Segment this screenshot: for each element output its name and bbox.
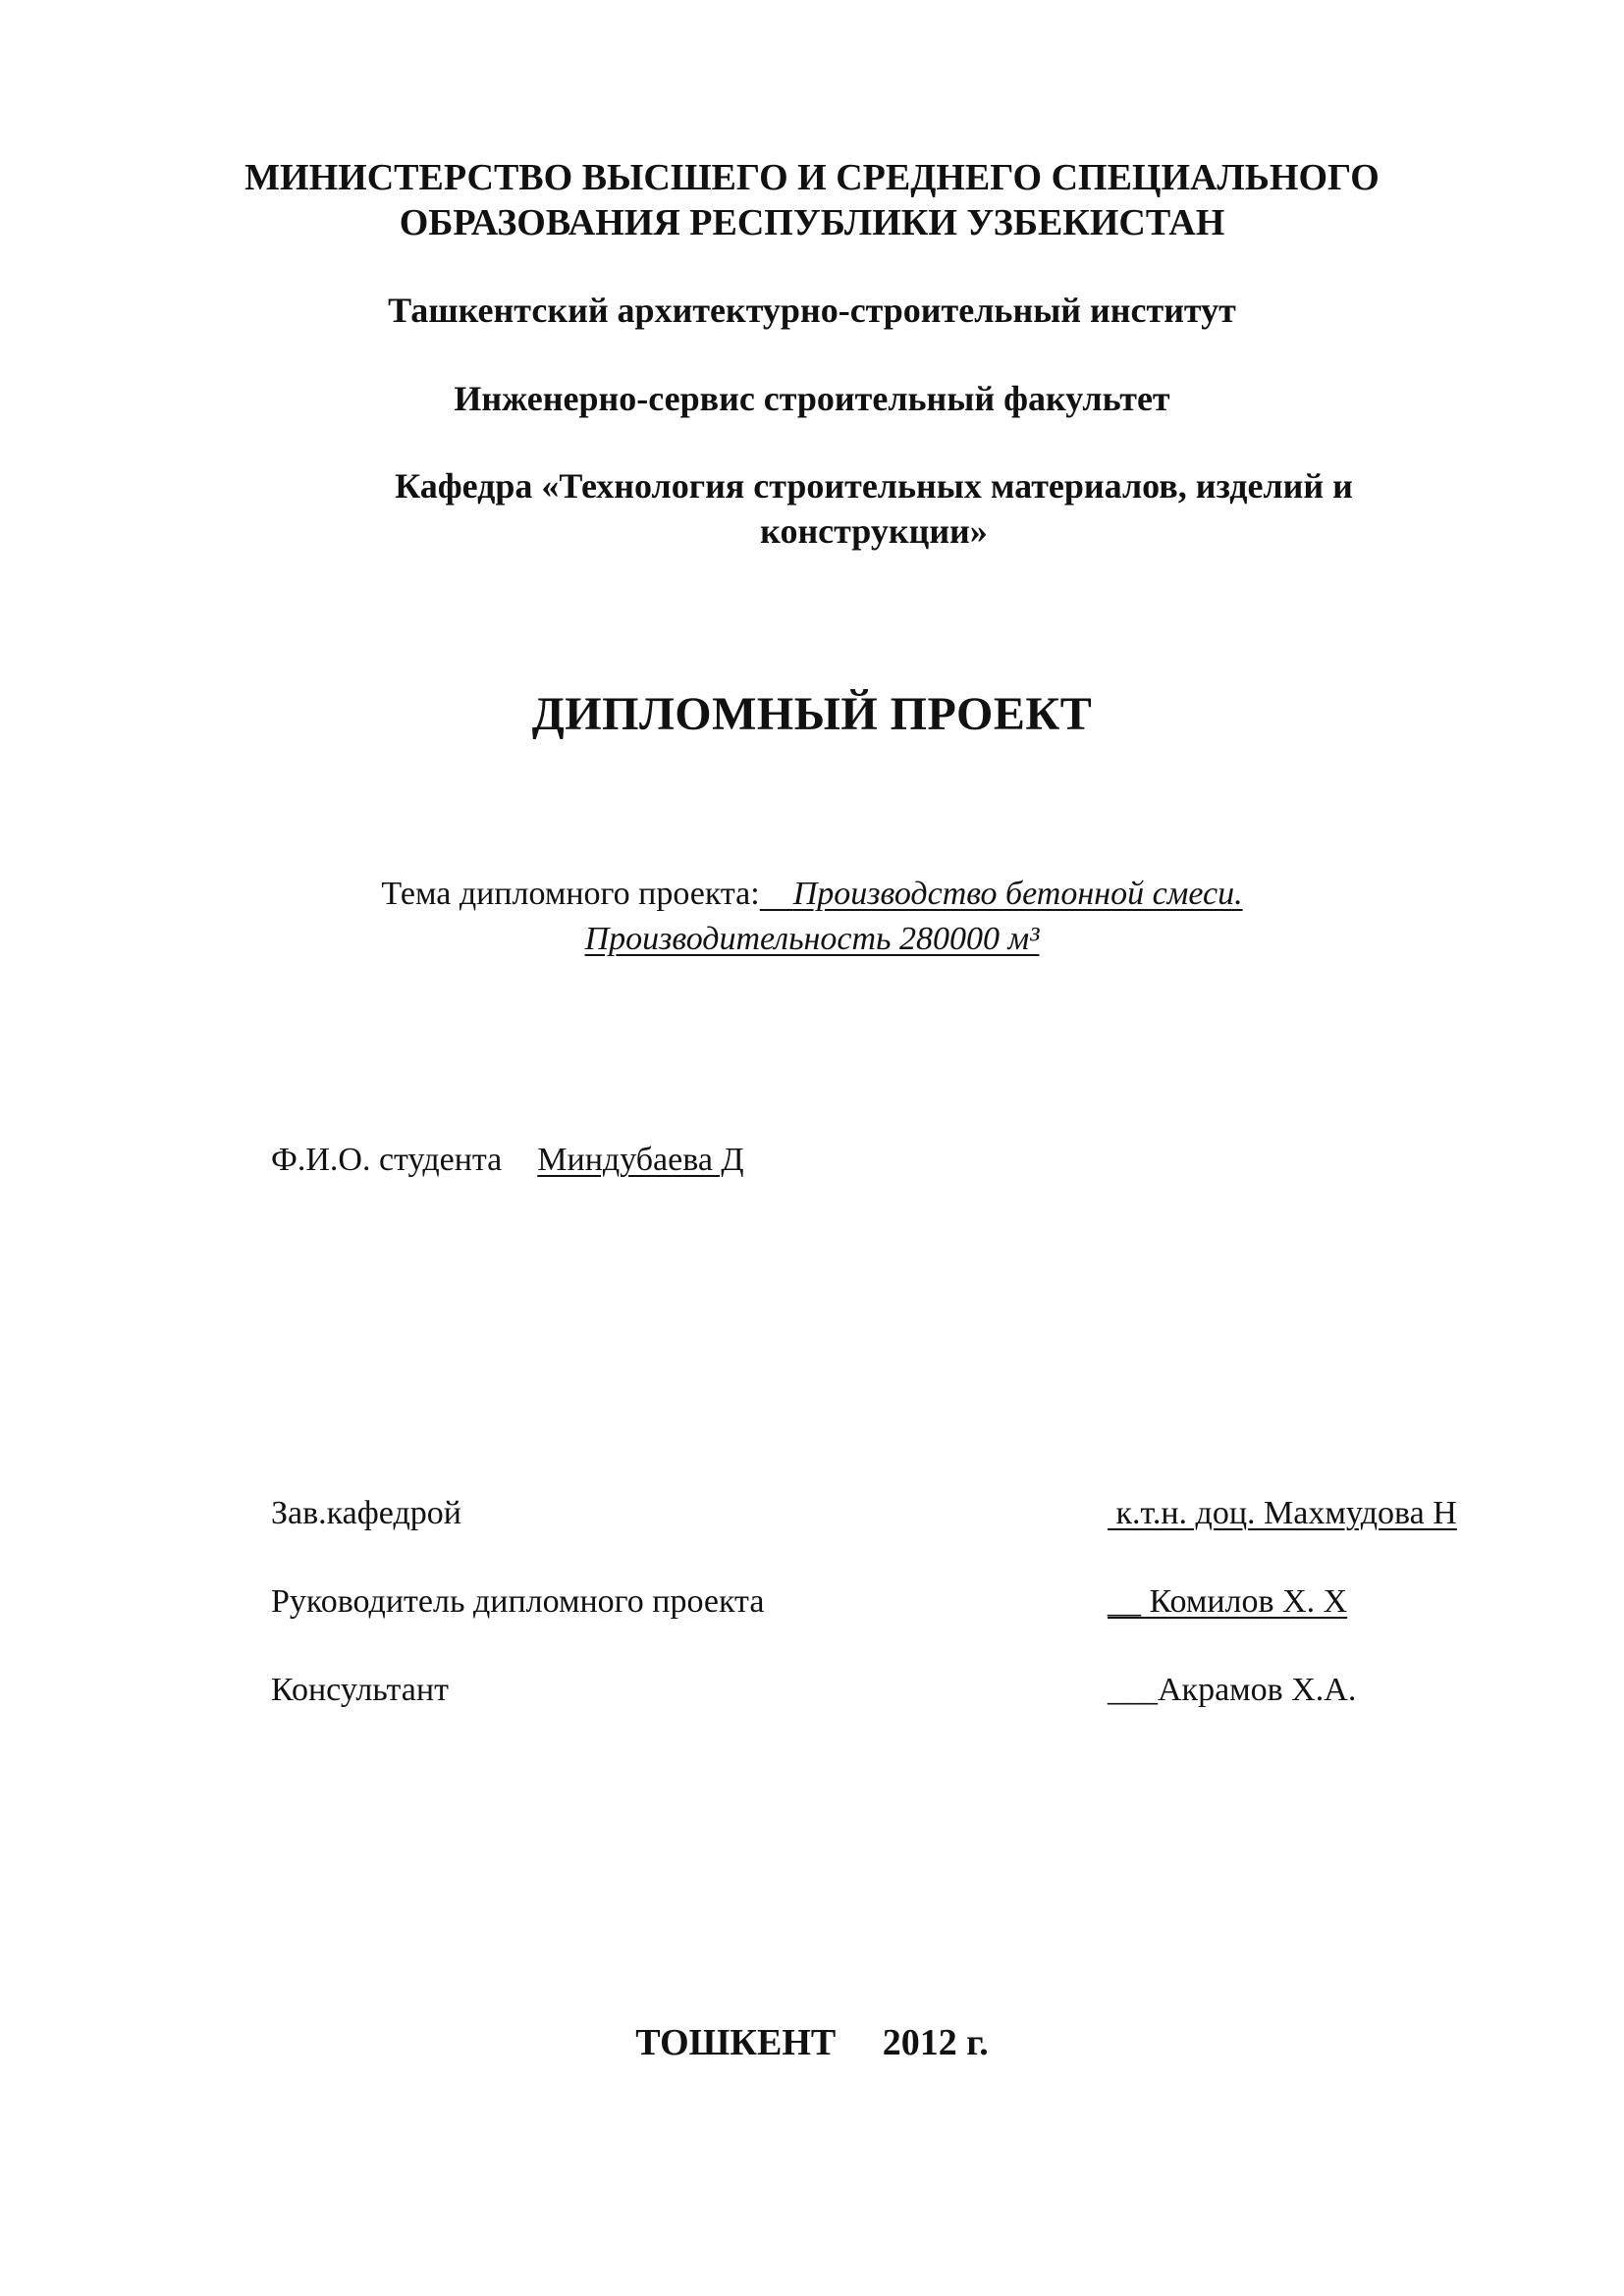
consultant-signature xyxy=(1108,1669,1356,1712)
ministry-line-2: ОБРАЗОВАНИЯ РЕСПУБЛИКИ УЗБЕКИСТАН xyxy=(399,202,1225,243)
supervisor-signature xyxy=(1108,1580,1347,1624)
supervisor-name: Комилов Х. Х xyxy=(1149,1583,1348,1620)
head-role: Зав.кафедрой xyxy=(271,1495,461,1531)
topic-line-1 xyxy=(0,872,1624,917)
ministry-heading xyxy=(0,155,1624,245)
department-line-2: конструкции» xyxy=(760,511,988,551)
ministry-line-1: МИНИСТЕРСТВО ВЫСШЕГО И СРЕДНЕГО СПЕЦИАЛЬНОГО xyxy=(244,157,1380,198)
footer-gap xyxy=(836,2022,883,2063)
supervisor-sign-line: __ xyxy=(1108,1583,1150,1620)
head-name: к.т.н. доц. Махмудова Н xyxy=(1115,1495,1457,1531)
department-line-1: Кафедра «Технология строительных материалов, изделий и xyxy=(395,466,1353,506)
head-sign-line xyxy=(1108,1495,1116,1531)
consultant-sign-line: ___ xyxy=(1108,1672,1158,1708)
faculty-name: Инженерно-сервис строительный факультет xyxy=(454,379,1170,418)
consultant-role: Консультант xyxy=(271,1672,449,1708)
institute-name: Ташкентский архитектурно-строительный институт xyxy=(388,291,1236,330)
student-label: Ф.И.О. студента xyxy=(271,1142,503,1178)
topic-underline-pad xyxy=(760,876,793,912)
footer-year: 2012 г. xyxy=(882,2022,989,2063)
department-heading xyxy=(295,463,1453,554)
footer xyxy=(0,2020,1624,2065)
footer-city: ТОШКЕНТ xyxy=(635,2022,837,2063)
topic-value-line-2: Производительность 280000 м³ xyxy=(584,921,1040,957)
topic-label: Тема дипломного проекта: xyxy=(381,876,760,912)
topic-line-2 xyxy=(0,917,1624,962)
head-signature xyxy=(1108,1492,1457,1535)
document-title: ДИПЛОМНЫЙ ПРОЕКТ xyxy=(531,688,1093,740)
topic-value-line-1: Производство бетонной смеси. xyxy=(792,876,1243,912)
student-name: Миндубаева Д xyxy=(537,1142,744,1178)
project-topic xyxy=(0,872,1624,962)
student-field xyxy=(271,1139,744,1182)
supervisor-role: Руководитель дипломного проекта xyxy=(271,1583,765,1620)
consultant-name: Акрамов Х.А. xyxy=(1158,1672,1357,1708)
